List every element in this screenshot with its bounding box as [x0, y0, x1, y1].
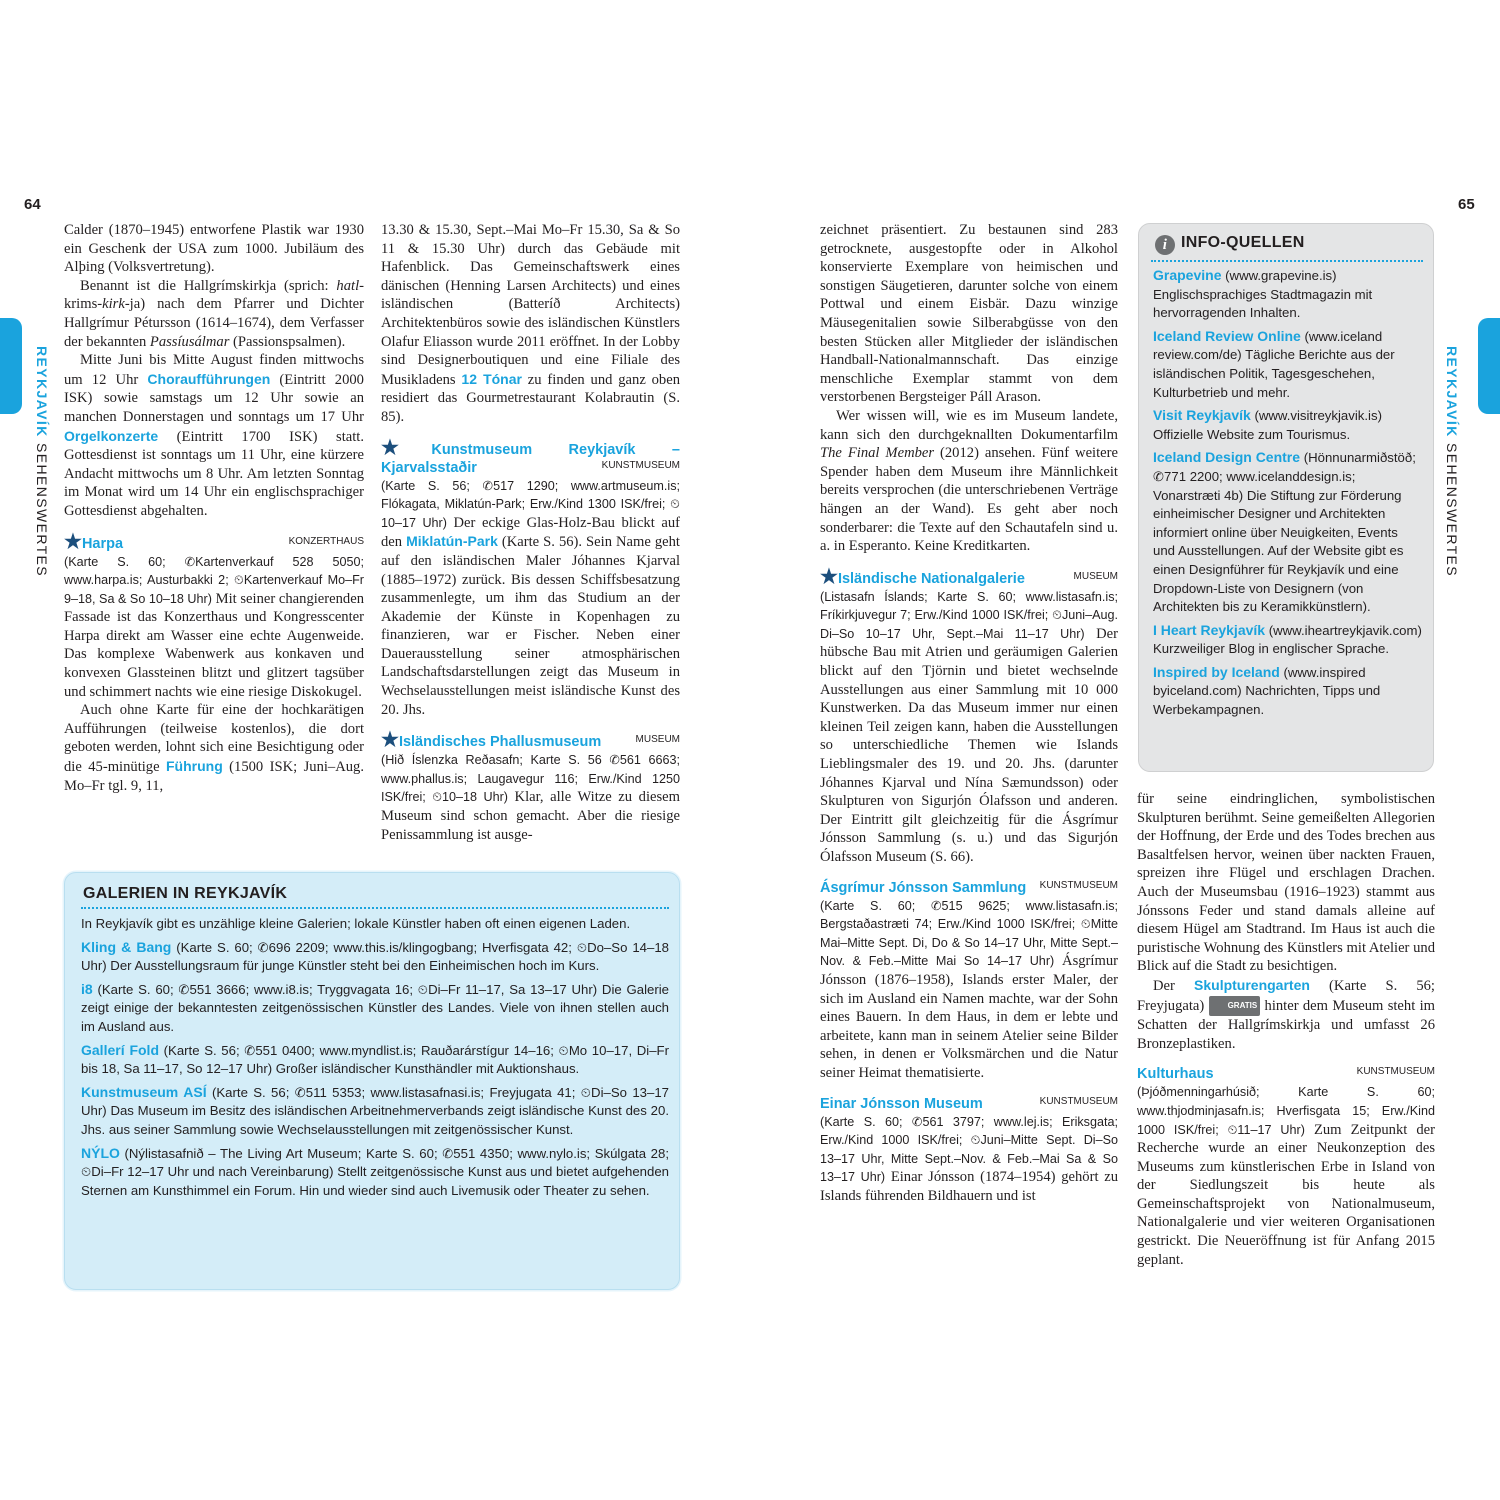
list-item: Inspired by Iceland (www.inspired byiceland.com) Nachrichten, Tipps und Werbekampagnen.: [1153, 663, 1381, 718]
list-item: Iceland Review Online (www.iceland review.com/de) Tägliche Berichte aus der isländischen Politik, Tagesgeschehen, Kulturbetrieb und mehr.: [1153, 327, 1395, 400]
category-label: KONZERTHAUS: [288, 535, 364, 547]
paragraph: Benannt ist die Hallgrímskirkja (sprich: hatl-krims-kirk-ja) nach dem Pfarrer und Dichter Hallgrímur Pétursson (1614–1674), dem Verfasser der bekannten Passíusálmar (Passionspsalmen).: [64, 277, 364, 350]
star-icon: ★: [381, 729, 399, 752]
category-label: KUNSTMUSEUM: [1356, 1066, 1435, 1078]
box-title: i INFO-QUELLEN: [1155, 234, 1305, 255]
running-head: [34, 346, 50, 577]
list-item: Kling & Bang (Karte S. 60; ✆696 2209; www.this.is/klingogbang; Hverfisgata 42; ⏲Do–So 14–18 Uhr) Der Ausstellungsraum für junge Künstler steht bei den Einheimischen hoch im Kurs.: [81, 938, 669, 974]
gallery-name[interactable]: Gallerí Fold: [81, 1041, 159, 1058]
divider: [1151, 260, 1423, 262]
paragraph: 13.30 & 15.30, Sept.–Mai Mo–Fr 15.30, Sa & So 11 & 15.30 Uhr) durch das Gebäude mit Hafenblick. Das Gemeinschaftswerk eines dänischen (Henning Larsen Architects) und eines isländischen (Batteríð Architects) Architektenbüros sowie des isländischen Künstlers Olafur Eliasson wurde 2011 eröffnet. In der Lobby sind Designerboutiquen und eine Filiale des Musikladens 12 Tónar zu finden und ganz oben residiert das Gourmetrestaurant Kolabrautin (S. 85).: [381, 222, 680, 425]
entry-text: (Hið Íslenzka Reðasafn; Karte S. 56 ✆561 6663; www.phallus.is; Laugavegur 116; Erw./Kind 1250 ISK/frei; ⏲10–18 Uhr) Klar, alle Witze zu diesem Museum sind schon gemacht. Aber die riesige Penissammlung ist ausge-: [381, 753, 680, 843]
source-name[interactable]: Inspired by Iceland: [1153, 663, 1280, 680]
list-item: Gallerí Fold (Karte S. 56; ✆551 0400; www.myndlist.is; Rauðarárstígur 14–16; ⏲Mo 10–17, Di–Fr bis 18, Sa 11–17, So 12–17 Uhr) Großer isländischer Kunsthändler mit Auktionshaus.: [81, 1041, 669, 1077]
paragraph: Calder (1870–1945) entworfene Plastik war 1930 ein Geschenk der USA zum 1000. Jubiläum des Alþing (Volksvertretung).: [64, 222, 364, 276]
paragraph: Wer wissen will, wie es im Museum landete, kann sich den durchgeknallten Dokumentarfilm The Final Member (2012) ansehen. Fünf weitere Spender haben dem Museum ihre Männlichkeit bereits versprochen (die unterschriebenen Verträge hängen an der Wand). Es geht aber noch sonderbarer: die Texte auf den Schautafeln sind u. a. in Esperanto. Keine Kreditkarten.: [820, 407, 1118, 555]
entry-info: (Listasafn Íslands; Karte S. 60; www.listasafn.is; Fríkirkjuvegur 7; Erw./Kind 1000 ISK/frei; ⏲Juni–Aug. Di–So 10–17 Uhr, Sept.–Mai 11–17 Uhr): [820, 589, 1118, 641]
entry-info: (Karte S. 60; ✆515 9625; www.listasafn.is; Bergstaðastræti 74; Erw./Kind 1000 ISK/frei; ⏲Mitte Mai–Mitte Sept. Di, Do & So 14–17 Uhr, Mitte Sept.–Nov. & Feb.–Mitte Mai So 14–17 Uhr): [820, 898, 1118, 969]
source-name[interactable]: Iceland Design Centre: [1153, 449, 1301, 466]
entry-heading-kulturhaus: Kulturhaus KUNSTMUSEUM: [1137, 1065, 1435, 1083]
source-name[interactable]: I Heart Reykjavík: [1153, 621, 1266, 638]
paragraph: zeichnet präsentiert. Zu bestaunen sind 283 getrocknete, ausgestopfte oder in Alkohol konservierte Exemplare von heimischen und sonstigen Säugetieren, darunter solche von einem Pottwal und einem Eisbär. Dazu winzige Mäusegenitalien sowie Silberabgüsse von den besten Stücken aller Mitglieder der isländischen Handball-Nationalmannschaft. Das einzige menschliche Exemplar stammt von dem verstorbenen Bergsteiger Páll Arason.: [820, 222, 1118, 406]
entry-text: (Listasafn Íslands; Karte S. 60; www.listasafn.is; Fríkirkjuvegur 7; Erw./Kind 1000 ISK/frei; ⏲Juni–Aug. Di–So 10–17 Uhr, Sept.–Mai 11–17 Uhr) Der hübsche Bau mit Atrien und geräumigen Galerien blickt auf den Tjörnin und bietet wechselnde Ausstellungen aus einer Sammlung mit 10 000 Kunstwerken. Da das Museum immer nur einen kleinen Teil zeigen kann, haben die Ausstellungen so unterschiedliche Themen wie Islands Lieblingsmaler des 19. und 20. Jhs. (darunter Jóhannes Kjarval und Nína Sæmundsson) oder Skulpturen von Sigurjón Ólafsson und anderen. Der Eintritt gilt gleichzeitig für die Ásgrímur Jónsson Sammlung (s. u.) und das Sigurjón Ólafsson Museum (S. 66).: [820, 589, 1118, 865]
entry-heading-kunstmuseum: ★Kunstmuseum Reykjavík – Kjarvalsstaðir KUNSTMUSEUM: [381, 436, 680, 476]
gallery-name[interactable]: i8: [81, 980, 93, 997]
column-1: [64, 221, 364, 795]
category-label: KUNSTMUSEUM: [1039, 879, 1118, 891]
entry-heading-phallusmuseum: ★Isländisches Phallusmuseum MUSEUM: [381, 729, 680, 752]
divider: [81, 907, 669, 909]
highlight-link[interactable]: Miklatún-Park: [406, 533, 498, 550]
runner-city: REYKJAVÍK: [1444, 346, 1460, 438]
column-2: [381, 221, 680, 844]
paragraph: für seine eindringlichen, symbolistischen Skulpturen berühmt. Seine gemeißelten Allegorien der Hoffnung, der Erde und des Todes brechen aus Basaltfelsen hervor, weinen über nackten Frauen, spreizen ihre Flügel und erschlagen Drachen. Auch der Museumsbau (1916–1923) stammt aus Jónssons Feder und stand damals alleine auf diesem Hügel am Stadtrand. Im Haus ist auch die puristische Wohnung des Künstlers mit Atelier und Blick auf die Stadt zu besichtigen.: [1137, 791, 1435, 975]
star-icon: ★: [64, 530, 82, 553]
column-4: [1137, 790, 1435, 1269]
column-3: [820, 221, 1118, 1206]
section-tab: [1478, 318, 1500, 414]
running-head: [1444, 346, 1460, 577]
entry-info: (Hið Íslenzka Reðasafn; Karte S. 56 ✆561 6663; www.phallus.is; Laugavegur 116; Erw./Kind 1250 ISK/frei; ⏲10–18 Uhr): [381, 753, 680, 805]
paragraph: Mitte Juni bis Mitte August finden mittwochs um 12 Uhr Choraufführungen (Eintritt 2000 ISK) sowie samstags um 12 Uhr sowie an manchen Donnerstagen und sonntags um 17 Uhr Orgelkonzerte (Eintritt 1700 ISK) statt. Gottesdienst ist sonntags um 11 Uhr, eine kürzere Andacht mittwochs um 8 Uhr. Am letzten Sonntag im Monat wird um 14 Uhr ein englischsprachiger Gottesdienst abgehalten.: [64, 352, 364, 519]
list-item: I Heart Reykjavík (www.iheartreykjavik.com) Kurzweiliger Blog in englischer Sprache.: [1153, 621, 1422, 657]
source-name[interactable]: Iceland Review Online: [1153, 327, 1301, 344]
list-item: i8 (Karte S. 60; ✆551 3666; www.i8.is; Tryggvagata 16; ⏲Di–Fr 11–17, Sa 13–17 Uhr) Die Galerie zeigt einige der bekanntesten zeitgenössischen Künstler des Landes. Viele von ihnen stellen auch im Ausland aus.: [81, 980, 669, 1034]
gratis-badge: GRATIS: [1209, 996, 1261, 1017]
list-item: Grapevine (www.grapevine.is) Englischsprachiges Stadtmagazin mit hervorragenden Inhalten.: [1153, 267, 1373, 321]
entry-heading-harpa: ★Harpa KONZERTHAUS: [64, 530, 364, 553]
source-name[interactable]: Grapevine: [1153, 267, 1222, 283]
box-intro: In Reykjavík gibt es unzählige kleine Galerien; lokale Künstler haben oft einen eigenen Laden.: [81, 916, 631, 931]
entry-info: (Karte S. 60; ✆561 3797; www.lej.is; Eriksgata; Erw./Kind 1000 ISK/frei; ⏲Juni–Mitte Sept. Di–So 13–17 Uhr, Mitte Sept.–Nov. & Feb.–Mai Sa & So 13–17 Uhr): [820, 1114, 1118, 1185]
runner-section: SEHENSWERTES: [34, 443, 50, 578]
list-item: Kunstmuseum ASÍ (Karte S. 56; ✆511 5353; www.listasafnasi.is; Freyjugata 41; ⏲Di–So 13–17 Uhr) Das Museum im Besitz des isländischen Arbeitnehmerverbands zeigt isländische Kunst des 20. Jhs. aus seiner Sammlung sowie Wechselausstellungen mit zeitgenössischer Kunst.: [81, 1083, 669, 1137]
section-tab: [0, 318, 22, 414]
entry-text: (Karte S. 56; ✆517 1290; www.artmuseum.is; Flókagata, Miklatún-Park; Erw./Kind 1300 ISK/frei; ⏲10–17 Uhr) Der eckige Glas-Holz-Bau blickt auf den Miklatún-Park (Karte S. 56). Sein Name geht auf den isländischen Maler Jóhannes Kjarval (1885–1972) zurück. Bis dessen Schiffsbesatzung zusammenlegte, um ihm das Studium an der Akademie der Künste in Kopenhagen zu finanzieren, war er Fischer. Neben einer Dauerausstellung seiner atmosphärischen Landschaftsdarstellungen zeigt das Museum in Wechselausstellungen meist isländische Kunst des 20. Jhs.: [381, 478, 680, 718]
list-item: Iceland Design Centre (Hönnunarmiðstöð; ✆771 2200; www.icelanddesign.is; Vonarstræti 4b) Die Stiftung zur Förderung einheimischer Designer und Architekten informiert online über Neuigkeiten, Events und Ausstellungen. Auf der Website gibt es einen Designführer für Reykjavík und eine Dropdown-Liste von Designern (von Architekten bis zu Keramikkünstlern).: [1153, 449, 1416, 615]
highlight-link[interactable]: 12 Tónar: [461, 370, 522, 387]
category-label: KUNSTMUSEUM: [601, 459, 680, 471]
runner-city: REYKJAVÍK: [34, 346, 50, 438]
info-quellen-box: [1138, 223, 1434, 772]
page-number: 65: [1458, 196, 1475, 213]
highlight-link[interactable]: Choraufführungen: [147, 370, 271, 387]
category-label: MUSEUM: [1073, 570, 1118, 582]
entry-heading-asgrimur: Ásgrímur Jónsson Sammlung KUNSTMUSEUM: [820, 879, 1118, 897]
info-icon: i: [1155, 235, 1175, 255]
box-content: [81, 915, 669, 1204]
galerien-box: [64, 872, 680, 1290]
entry-text: (Þjóðmenningarhúsið; Karte S. 60; www.thjodminjasafn.is; Hverfisgata 15; Erw./Kind 1000 ISK/frei; ⏲11–17 Uhr) Zum Zeitpunkt der Recherche wurde an einer Neukonzeption des Museums zum künstlerischen Erbe in Island von der Siedlungszeit bis heute als Gemeinschaftsprojekt von Nationalmuseum, Nationalgalerie und vier weiteren Organisationen gestrickt. Die Neueröffnung ist für Anfang 2015 geplant.: [1137, 1085, 1435, 1268]
paragraph: Auch ohne Karte für eine der hochkarätigen Aufführungen (teilweise kostenlos), die dort geboten werden, lohnt sich eine Besichtigung oder die 45-minütige Führung (1500 ISK; Juni–Aug. Mo–Fr tgl. 9, 11,: [64, 702, 364, 794]
entry-text: (Karte S. 60; ✆515 9625; www.listasafn.is; Bergstaðastræti 74; Erw./Kind 1000 ISK/frei; ⏲Mitte Mai–Mitte Sept. Di, Do & So 14–17 Uhr, Mitte Sept.–Nov. & Feb.–Mitte Mai So 14–17 Uhr) Ásgrímur Jónsson (1876–1958), Islands erster Maler, der sich im Ausland ein Namen machte, war der Sohn eines Bauern. In dem Haus, in dem er lebte und arbeitete, kann man in seinem Atelier seine Bilder sehen, in denen er Volksmärchen und die Natur seiner Heimat thematisierte.: [820, 898, 1118, 1081]
entry-heading-einar: Einar Jónsson Museum KUNSTMUSEUM: [820, 1095, 1118, 1113]
entry-heading-nationalgalerie: ★Isländische Nationalgalerie MUSEUM: [820, 565, 1118, 588]
entry-info: (Þjóðmenningarhúsið; Karte S. 60; www.thjodminjasafn.is; Hverfisgata 15; Erw./Kind 1000 ISK/frei; ⏲11–17 Uhr): [1137, 1085, 1435, 1137]
page-number: 64: [24, 196, 41, 213]
category-label: MUSEUM: [635, 734, 680, 746]
entry-info: (Karte S. 60; ✆Kartenverkauf 528 5050; www.harpa.is; Austurbakki 2; ⏲Kartenverkauf Mo–Fr 9–18, Sa & So 10–18 Uhr): [64, 554, 364, 606]
list-item: Visit Reykjavík (www.visitreykjavik.is) Offizielle Website zum Tourismus.: [1153, 407, 1382, 442]
gallery-name[interactable]: NÝLO: [81, 1144, 120, 1161]
star-icon: ★: [820, 565, 838, 588]
box-content: [1153, 266, 1423, 724]
entry-text: (Karte S. 60; ✆561 3797; www.lej.is; Eriksgata; Erw./Kind 1000 ISK/frei; ⏲Juni–Mitte Sept. Di–So 13–17 Uhr, Mitte Sept.–Nov. & Feb.–Mai Sa & So 13–17 Uhr) Einar Jónsson (1874–1954) gehört zu Islands führenden Bildhauern und ist: [820, 1114, 1118, 1204]
paragraph: Der Skulpturengarten (Karte S. 56; Freyjugata) GRATIS hinter dem Museum steht im Schatten der Hallgrímskirkja und umfasst 26 Bronzeplastiken.: [1137, 976, 1435, 1052]
box-title: GALERIEN IN REYKJAVÍK: [83, 885, 288, 902]
runner-section: SEHENSWERTES: [1444, 443, 1460, 578]
highlight-link[interactable]: Orgelkonzerte: [64, 427, 159, 444]
entry-text: (Karte S. 60; ✆Kartenverkauf 528 5050; www.harpa.is; Austurbakki 2; ⏲Kartenverkauf Mo–Fr 9–18, Sa & So 10–18 Uhr) Mit seiner changierenden Fassade ist das Konzerthaus und Kongresscenter Harpa direkt am Wasser eine echte Augenweide. Das komplexe Wabenwerk aus konkaven und konvexen Glassteinen blitzt und glitzert tagsüber und schimmert nachts wie eine riesige Diskokugel.: [64, 554, 364, 700]
star-icon: ★: [381, 436, 432, 459]
list-item: NÝLO (Nýlistasafnið – The Living Art Museum; Karte S. 60; ✆551 4350; www.nylo.is; Skúlgata 28; ⏲Di–Fr 12–17 Uhr und nach Vereinbarung) Stellt zeitgenössische Kunst aus und bietet aufgehenden Sternen am Kunsthimmel ein Forum. Hin und wieder sind auch Livemusik oder Theater zu sehen.: [81, 1144, 669, 1198]
category-label: KUNSTMUSEUM: [1039, 1095, 1118, 1107]
source-name[interactable]: Visit Reykjavík: [1153, 407, 1251, 424]
highlight-link[interactable]: Führung: [165, 758, 223, 775]
highlight-link[interactable]: Skulpturengarten: [1194, 976, 1310, 993]
entry-info: (Karte S. 56; ✆517 1290; www.artmuseum.is; Flókagata, Miklatún-Park; Erw./Kind 1300 ISK/frei; ⏲10–17 Uhr): [381, 478, 680, 530]
gallery-name[interactable]: Kunstmuseum ASÍ: [81, 1083, 207, 1100]
gallery-name[interactable]: Kling & Bang: [81, 938, 172, 955]
